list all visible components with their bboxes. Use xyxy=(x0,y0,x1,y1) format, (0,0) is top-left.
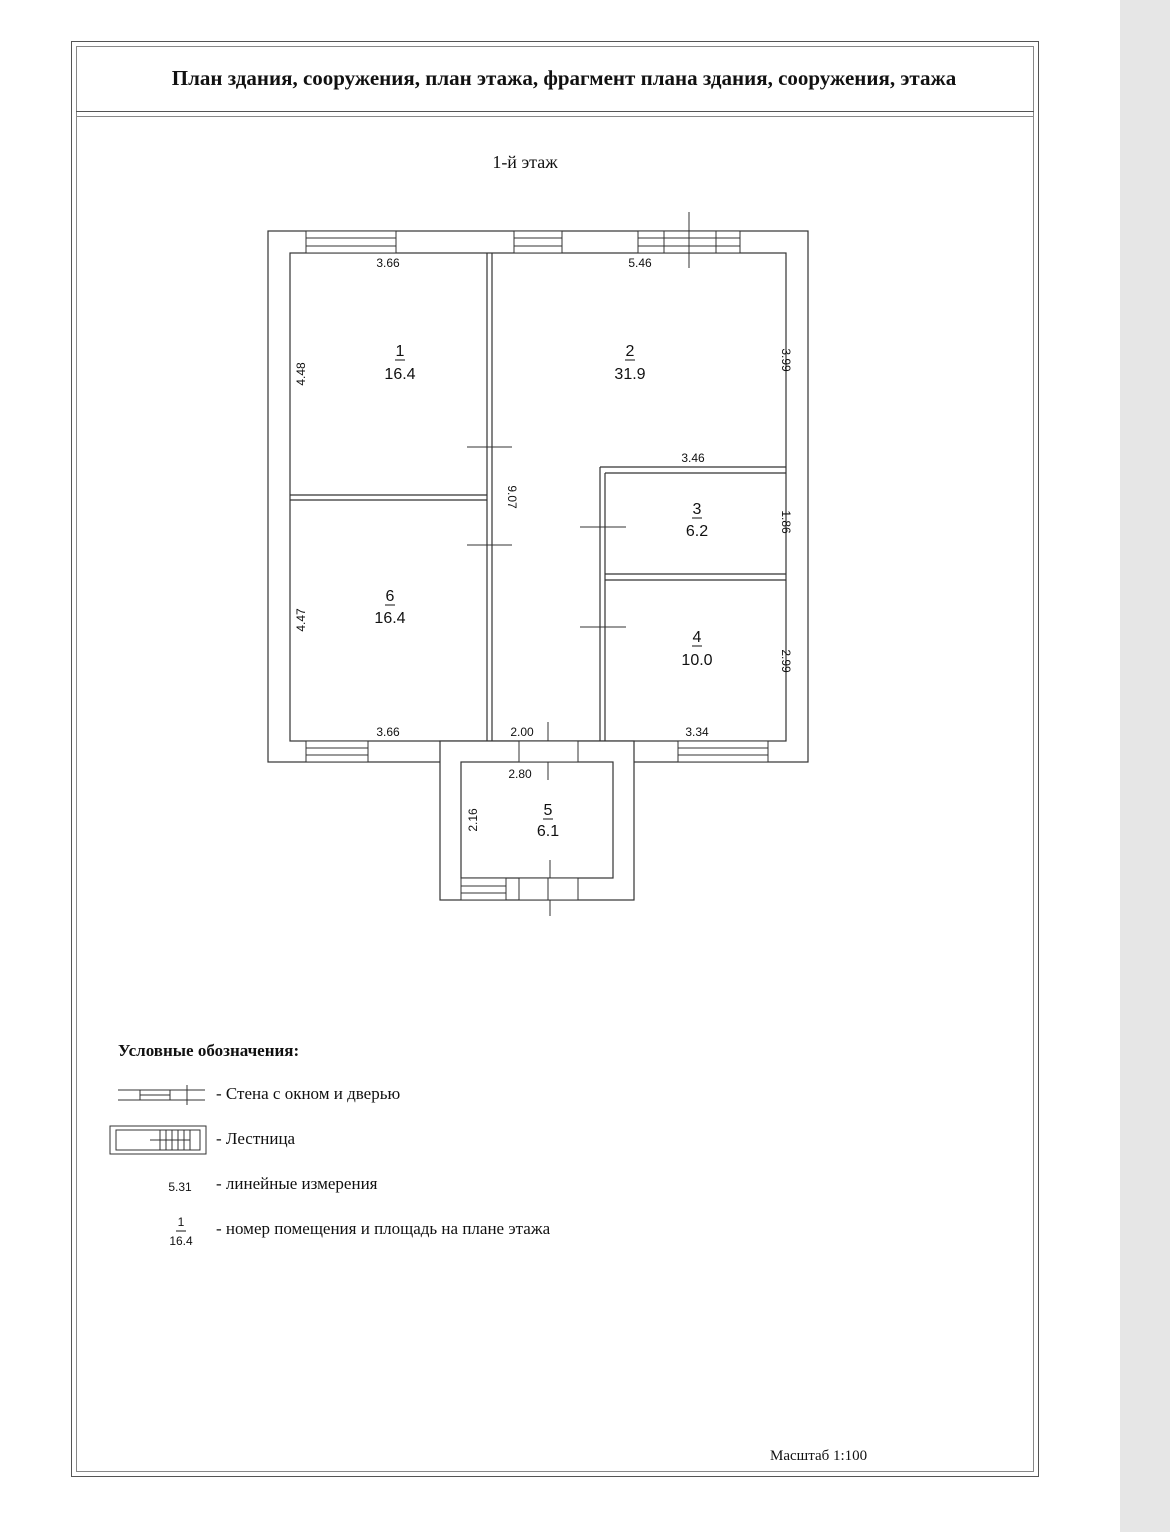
scale-label: Масштаб 1:100 xyxy=(770,1448,868,1464)
legend-wall-text: - Стена с окном и дверью xyxy=(216,1084,401,1103)
dim-room5-top: 2.80 xyxy=(508,767,532,781)
room-2-number: 2 xyxy=(625,343,635,360)
room-5-number: 5 xyxy=(543,802,553,819)
dim-room3-top: 3.46 xyxy=(681,451,705,465)
room-5-area: 6.1 xyxy=(536,823,560,840)
walls xyxy=(268,231,808,900)
room-1-area: 16.4 xyxy=(384,366,416,383)
room-6-number: 6 xyxy=(385,588,395,605)
room-2-area: 31.9 xyxy=(614,366,646,383)
legend-dimension-text: - линейные измерения xyxy=(216,1174,378,1193)
legend-room-text: - номер помещения и площадь на плане этажа xyxy=(216,1219,551,1238)
outer-wall-outline xyxy=(268,231,808,762)
room-3-number: 3 xyxy=(692,501,702,518)
document-title: План здания, сооружения, план этажа, фрагмент плана здания, сооружения, этажа xyxy=(171,66,957,90)
dim-corridor-length: 9.07 xyxy=(505,485,519,509)
dim-room6-bottom: 3.66 xyxy=(376,725,400,739)
staircase xyxy=(461,878,506,900)
dim-room4-right: 2.99 xyxy=(779,649,793,673)
dim-room3-right: 1.86 xyxy=(779,510,793,534)
legend-title: Условные обозначения: xyxy=(118,1041,300,1060)
room-3-area: 6.2 xyxy=(685,523,709,540)
legend-room-area-sample: 16.4 xyxy=(169,1234,193,1248)
room-4-number: 4 xyxy=(692,629,702,646)
dim-room2-right: 3.99 xyxy=(779,348,793,372)
dim-room1-left: 4.48 xyxy=(294,362,308,386)
dim-room1-top: 3.66 xyxy=(376,256,400,270)
legend-dimension-sample: 5.31 xyxy=(168,1180,192,1194)
legend-stairs-text: - Лестница xyxy=(216,1129,296,1148)
floor-label: 1-й этаж xyxy=(492,152,558,172)
dim-room5-left: 2.16 xyxy=(466,808,480,832)
scrollbar[interactable] xyxy=(1120,0,1170,1532)
staircase-symbol xyxy=(110,1126,206,1154)
dim-room4-bottom: 3.34 xyxy=(685,725,709,739)
room-1-number: 1 xyxy=(395,343,405,360)
dim-room2-top: 5.46 xyxy=(628,256,652,270)
room-6-area: 16.4 xyxy=(374,610,406,627)
legend-room-number-sample: 1 xyxy=(177,1215,185,1229)
wall-window-door-symbol xyxy=(118,1085,205,1105)
windows xyxy=(306,231,768,762)
dim-corridor-bottom: 2.00 xyxy=(510,725,534,739)
dim-room6-left: 4.47 xyxy=(294,608,308,632)
room-4-area: 10.0 xyxy=(681,652,713,669)
